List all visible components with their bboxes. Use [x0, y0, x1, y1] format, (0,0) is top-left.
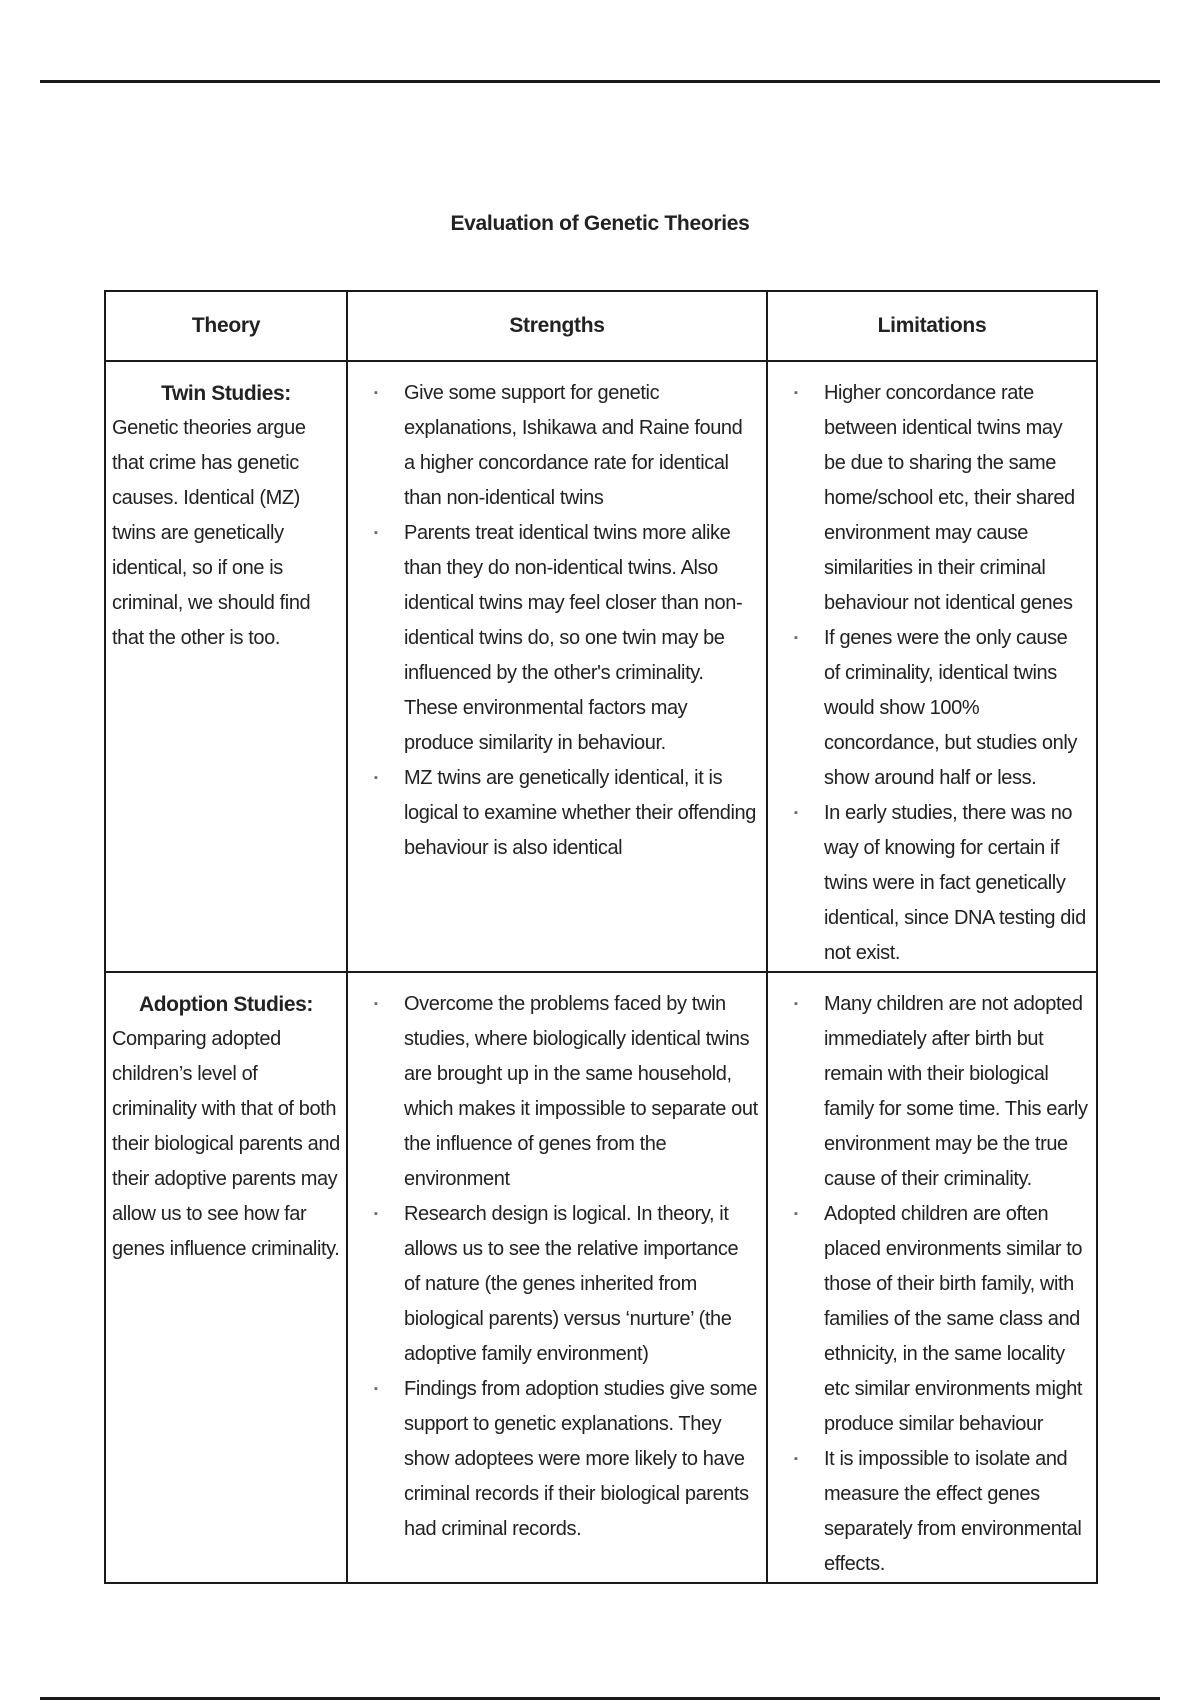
limitations-cell: [767, 972, 1097, 1583]
theory-name: Twin Studies:: [161, 382, 291, 405]
list-item: ▪ Higher concordance rate between identical twins may be due to sharing the same home/school etc, their shared environment may cause similarities in their criminal behaviour not identical genes: [794, 376, 1088, 621]
header-strengths: Strengths: [347, 291, 767, 361]
theory-description: Comparing adopted children’s level of criminality with that of both their biological parents and their adoptive parents may allow us to see how far genes influence criminality.: [112, 1028, 340, 1260]
list-item: ▪ Many children are not adopted immediately after birth but remain with their biological family for some time. This early environment may be the true cause of their criminality.: [794, 987, 1088, 1197]
evaluation-table: [104, 290, 1098, 1584]
strengths-cell: [347, 972, 767, 1583]
list-item: ▪ Adopted children are often placed environments similar to those of their birth family, with families of the same class and ethnicity, in the same locality etc similar environments might produce similar behaviour: [794, 1197, 1088, 1442]
theory-cell: [105, 972, 347, 1583]
theory-description: Genetic theories argue that crime has genetic causes. Identical (MZ) twins are genetically identical, so if one is criminal, we should find that the other is too.: [112, 417, 311, 649]
list-item: ▪ Parents treat identical twins more alike than they do non-identical twins. Also identical twins may feel closer than non-identical twins do, so one twin may be influenced by the other's criminality. These environmental factors may produce similarity in behaviour.: [374, 516, 758, 761]
limitations-cell: [767, 361, 1097, 972]
list-item: ▪ Overcome the problems faced by twin studies, where biologically identical twins are brought up in the same household, which makes it impossible to separate out the influence of genes from the environment: [374, 987, 758, 1197]
table-row-twin-studies: [105, 361, 1097, 972]
list-item: ▪ Research design is logical. In theory, it allows us to see the relative importance of nature (the genes inherited from biological parents) versus ‘nurture’ (the adoptive family environment): [374, 1197, 758, 1372]
strengths-list: [374, 376, 758, 866]
theory-name: Adoption Studies:: [138, 993, 313, 1016]
table-header-row: [105, 291, 1097, 361]
theory-cell: [105, 361, 347, 972]
document-title: Evaluation of Genetic Theories: [450, 212, 750, 235]
list-item: ▪ Findings from adoption studies give some support to genetic explanations. They show adoptees were more likely to have criminal records if their biological parents had criminal records.: [374, 1372, 758, 1547]
header-theory: Theory: [105, 291, 347, 361]
list-item: ▪ It is impossible to isolate and measure the effect genes separately from environmental effects.: [794, 1442, 1088, 1582]
strengths-cell: [347, 361, 767, 972]
strengths-list: [374, 987, 758, 1547]
limitations-list: [794, 987, 1088, 1582]
header-limitations: Limitations: [767, 291, 1097, 361]
table-row-adoption-studies: [105, 972, 1097, 1583]
list-item: ▪ In early studies, there was no way of knowing for certain if twins were in fact genetically identical, since DNA testing did not exist.: [794, 796, 1088, 971]
header-rule: [40, 80, 1160, 83]
limitations-list: [794, 376, 1088, 971]
list-item: ▪ Give some support for genetic explanations, Ishikawa and Raine found a higher concordance rate for identical than non-identical twins: [374, 376, 758, 516]
list-item: ▪ If genes were the only cause of criminality, identical twins would show 100% concordance, but studies only show around half or less.: [794, 621, 1088, 796]
list-item: ▪ MZ twins are genetically identical, it is logical to examine whether their offending behaviour is also identical: [374, 761, 758, 866]
